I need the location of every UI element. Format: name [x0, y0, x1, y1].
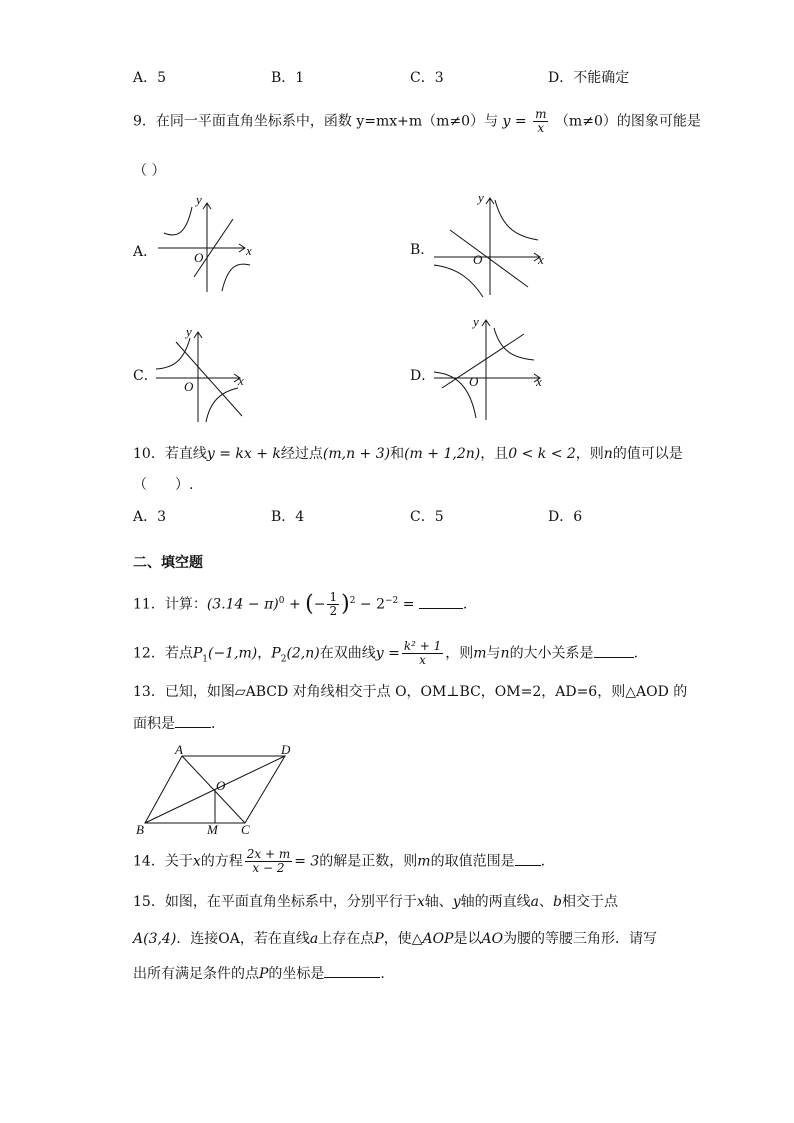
svg-text:O: O [469, 374, 479, 389]
svg-text:y: y [186, 324, 192, 339]
q10-option-b: B．4 [271, 509, 305, 525]
q9-graph-d [428, 314, 548, 424]
svg-text:C: C [241, 822, 250, 837]
q8-option-d: D．不能确定 [548, 70, 630, 86]
svg-text:A: A [175, 742, 183, 757]
q15-line3: 出所有满足条件的点P的坐标是 . [133, 966, 385, 982]
svg-text:O: O [194, 250, 204, 265]
q9-label-d: D． [410, 368, 436, 384]
q8-option-b: B．1 [271, 70, 305, 86]
svg-text:O: O [216, 778, 226, 793]
svg-text:O: O [473, 252, 483, 267]
q9-paren: （ ） [133, 163, 166, 179]
q10-option-c: C．5 [410, 509, 444, 525]
q12-stem: 12．若点$P_1(-1,m)$，$P_2(2,n)$在双曲线y = $\frac{\text{k² + 1}}{x}$ ，则m与n的大小关系是 . [133, 639, 639, 667]
q10-paren: （ ）. [133, 477, 194, 493]
q9-label-a: A． [133, 244, 158, 260]
q9-label-b: B． [410, 242, 435, 258]
q9-graph-b [428, 192, 548, 302]
svg-text:B: B [136, 822, 144, 837]
q15-line1: 15．如图，在平面直角坐标系中，分别平行于x轴、y轴的两直线a、b相交于点 [133, 894, 618, 910]
svg-text:y: y [478, 190, 484, 205]
q13-line2: 面积是 . [133, 716, 216, 732]
svg-text:x: x [538, 252, 544, 267]
q9-label-c: C． [133, 368, 158, 384]
q14-stem: 14．关于x的方程 $\frac{2x + m}{x - 2}$ = 3的解是正数，则m的取值范围是 . [133, 847, 546, 875]
svg-text:O: O [184, 379, 194, 394]
svg-text:x: x [238, 373, 244, 388]
q13-line1: 13．已知，如图▱ABCD 对角线相交于点 O，OM⊥BC，OM=2，AD=6，则△AOD 的 [133, 684, 688, 700]
q10-stem: 10．若直线y = kx + k经过点(m,n + 3)和(m + 1,2n)，且0 < k < 2，则n的值可以是 [133, 446, 683, 462]
q11-stem: 11．计算：$(3.14 - \pi)^0$ + (− $\frac{1}{2}$ )$^2 - 2^{-2}$ = . [133, 590, 468, 619]
q9-graph-c [150, 322, 250, 427]
q8-option-a: A．5 [133, 70, 167, 86]
q8-option-c: C．3 [410, 70, 444, 86]
q15-line2: A(3,4)．连接OA，若在直线a上存在点P，使△AOP是以AO为腰的等腰三角形．请写 [133, 931, 658, 947]
svg-text:D: D [281, 742, 291, 757]
svg-text:x: x [246, 243, 252, 258]
section-title-fill-blank: 二、填空题 [133, 555, 203, 571]
q9-graph-a [150, 192, 260, 295]
svg-text:y: y [473, 314, 479, 329]
q9-stem: 9．在同一平面直角坐标系中，函数 y=mx+m（m≠0）与 y = $\frac{m}{x}$ （m≠0）的图象可能是 [133, 107, 701, 135]
q13-parallelogram-figure [135, 742, 305, 837]
q10-option-d: D．6 [548, 509, 583, 525]
q10-option-a: A．3 [133, 509, 167, 525]
svg-text:y: y [196, 192, 202, 207]
svg-text:x: x [536, 374, 542, 389]
svg-text:M: M [207, 822, 218, 837]
